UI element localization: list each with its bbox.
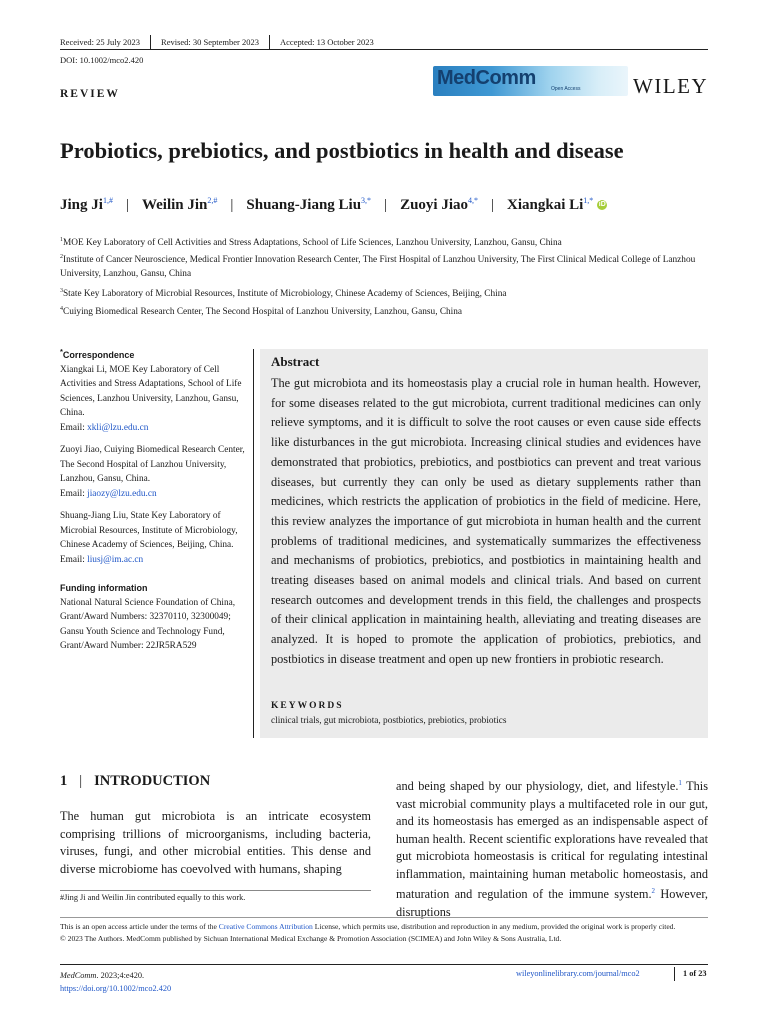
author[interactable]: Xiangkai $Li^{1,*}$ xyxy=(507,196,594,213)
received-date: Received: 25 July 2023 xyxy=(60,37,141,47)
author[interactable]: Shuang-Jiang Liu$^{3,*}$ xyxy=(246,196,372,213)
section-heading: 1 | INTRODUCTION xyxy=(60,773,211,789)
correspondence-entry: Zuoyi Jiao, Cuiying Biomedical Research Center, The Second Hospital of Lanzhou University, Lanzhou, Gansu, China. Email: jiaozy@lzu.edu.cn xyxy=(60,445,245,499)
abstract-text: The gut microbiota and its homeostasis play a crucial role in human health. However, for some diseases related to the gut microbiota, current traditional medicines can only relieve symptoms, and it is difficult to solve the root causes or even cause side effects like disturbances in the gut microbiota. Increasing clinical studies and evidences have demonstrated that probiotics, prebiotics, and postbiotics can prevent and treat various diseases, but currently they can only be used as dietary supplements rather than medicines, which restricts the application of probiotics in the field of medicine. Here, this review analyzes the importance of gut microbiota in human health and the current problems of traditional medicines, and systematically summarizes the effectiveness and mechanisms of probiotics, prebiotics, and postbiotics in maintaining health and treating diseases based on animal models and clinical trials. And based on current research outcomes and development trends in this field, the challenges and prospects of their clinical application in maintaining health, alleviating and treating diseases are analyzed. It is hoped to promote the application of probiotics, prebiotics, and postbiotics in disease treatment and open up new frontiers in probiotic research. xyxy=(271,376,701,666)
footnote: #Jing Ji and Weilin Jin contributed equally to this work. xyxy=(60,893,246,902)
affiliation: $^4$Cuiying Biomedical Research Center, The Second Hospital of Lanzhou University, Lanzhou, Gansu, China xyxy=(60,306,463,318)
revised-date: Revised: 30 September 2023 xyxy=(161,37,260,47)
author[interactable]: Jing $Ji^{1,\#}$ xyxy=(60,196,113,213)
abstract-box xyxy=(260,349,708,738)
license-link[interactable]: Creative Commons Attribution xyxy=(218,922,313,931)
body-text-col1: The human gut microbiota is an intricate ecosystem comprising trillions of microorganisms, including bacteria, viruses, fungi, and other microbial entities. This dense and diverse microbiome has coevolved with humans, shaping xyxy=(60,809,371,876)
keywords: clinical trials, gut microbiota, postbiotics, prebiotics, probiotics xyxy=(271,716,507,726)
footnote-rule xyxy=(60,890,371,891)
email-link[interactable]: liusj@im.ac.cn xyxy=(87,554,144,565)
doi-link[interactable]: https://doi.org/10.1002/mco2.420 xyxy=(60,984,172,993)
abstract-heading: Abstract xyxy=(271,354,320,369)
correspondence-heading: *Correspondence xyxy=(60,347,135,360)
journal-citation: MedComm. 2023;4:e420. https://doi.org/10.1002/mco2.420 xyxy=(60,971,172,993)
reference-link[interactable]: 1 xyxy=(678,779,682,787)
license-text: This is an open access article under the terms of the Creative Commons Attribution License, which permits use, distribution and reproduction in any medium, provided the original work is properly cited. © 2023 The Authors. MedComm published by Sichuan International Medical Exchange & Promotion Association (SCIMEA) and John Wiley & Sons Australia, Ltd. xyxy=(60,917,708,944)
journal-logo[interactable] xyxy=(433,66,628,96)
email-link[interactable]: jiaozy@lzu.edu.cn xyxy=(87,488,157,499)
journal-website-link[interactable]: wileyonlinelibrary.com/journal/mco2 xyxy=(516,969,640,978)
author-separator: | xyxy=(491,196,495,213)
orcid-icon[interactable]: iD xyxy=(598,201,606,208)
article-type: REVIEW xyxy=(60,88,120,100)
copyright: © 2023 The Authors. MedComm published by Sichuan International Medical Exchange & Promotion Association (SCIMEA) and John Wiley & Sons Australia, Ltd. xyxy=(60,933,562,943)
header-rule xyxy=(60,49,708,50)
affiliation: $^3$State Key Laboratory of Microbial Resources, Institute of Microbiology, Chinese Academy of Sciences, Beijing, China xyxy=(60,288,507,300)
column-divider xyxy=(253,349,254,738)
correspondence-panel xyxy=(60,345,245,654)
email-link[interactable]: xkli@lzu.edu.cn xyxy=(87,422,149,433)
correspondence-entry: Xiangkai Li, MOE Key Laboratory of Cell Activities and Stress Adaptations, School of Life Sciences, Lanzhou University, Lanzhou, Gansu, China. Email: xkli@lzu.edu.cn xyxy=(60,364,242,433)
doi: DOI: 10.1002/mco2.420 xyxy=(60,55,144,65)
funding-heading: Funding information xyxy=(60,583,148,593)
article-title: Probiotics, prebiotics, and postbiotics in health and disease xyxy=(60,138,624,163)
page-number: 1 of 23 xyxy=(674,967,707,981)
correspondence-entry: Shuang-Jiang Liu, State Key Laboratory of Microbial Resources, Institute of Microbiology, Chinese Academy of Sciences, Beijing, China. Email: liusj@im.ac.cn xyxy=(60,511,238,565)
article-dates xyxy=(60,35,384,49)
body-text-col2: and being shaped by our physiology, diet, and lifestyle.$^1$ This vast microbial community plays a multifaceted role in our gut, and its homeostasis has emerged as an indispensable aspect of human health. Recent scientific explorations have revealed that gut microbiota homeostasis is critical for regulating intestinal inflammation, maintaining human metabolic homeostasis, and maturation and regulation of the immune system.$^2$ However, disruptions xyxy=(396,779,708,919)
journal-logo-text: MedComm xyxy=(437,67,536,89)
publisher-logo[interactable]: WILEY xyxy=(633,74,709,98)
author-separator: | xyxy=(230,196,234,213)
reference-link[interactable]: 2 xyxy=(651,887,656,896)
keywords-heading: KEYWORDS xyxy=(271,701,344,711)
funding-text: National Natural Science Foundation of China, Grant/Award Numbers: 32370110, 32300049; Gansu Youth Science and Technology Fund, Grant/Award Number: 22JR5RA529 xyxy=(60,597,236,651)
affiliation: $^1$MOE Key Laboratory of Cell Activities and Stress Adaptations, School of Life Sciences, Lanzhou University, Lanzhou, Gansu, China xyxy=(60,237,562,249)
accepted-date: Accepted: 13 October 2023 xyxy=(280,37,374,47)
journal-logo-subtext: Open Access xyxy=(551,86,581,92)
footer-rule xyxy=(60,964,708,965)
author-list xyxy=(60,196,607,214)
author-separator: | xyxy=(384,196,388,213)
author[interactable]: Weilin Jin$^{2,\#}$ xyxy=(141,196,218,213)
author[interactable]: Zuoyi Jiao$^{4,*}$ xyxy=(400,196,478,213)
affiliation: $^2$Institute of Cancer Neuroscience, Medical Frontier Innovation Research Center, The First Hospital of Lanzhou University, The First Clinical Medical College of Lanzhou University, Lanzhou, Gansu, China xyxy=(60,254,696,280)
author-separator: | xyxy=(125,196,129,213)
